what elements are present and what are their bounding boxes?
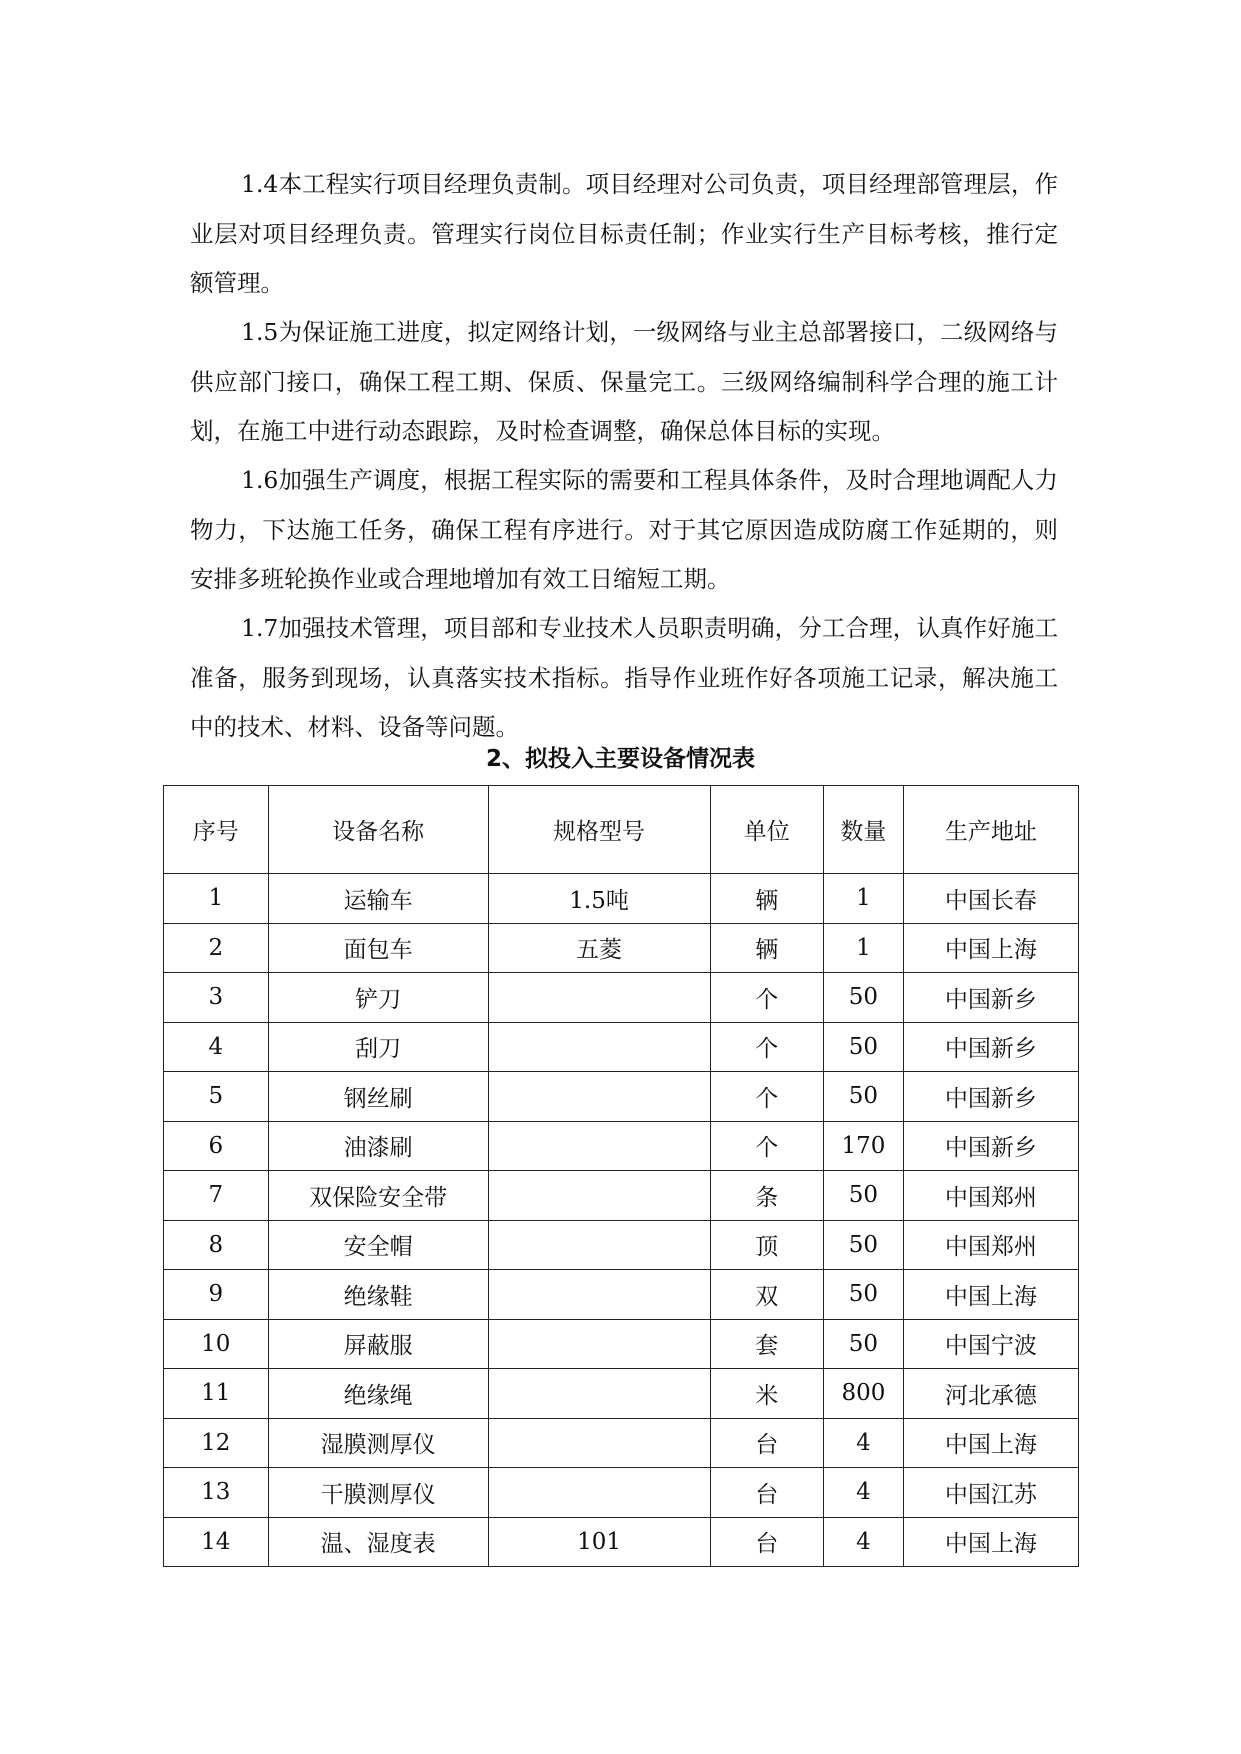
cell-index: 4 [164, 1022, 269, 1072]
table-header-row [164, 786, 1079, 874]
table-row [164, 1270, 1079, 1320]
cell-spec-model [488, 1022, 710, 1072]
cell-origin: 中国宁波 [903, 1319, 1078, 1369]
header-index: 序号 [164, 786, 269, 874]
cell-spec-model: 五菱 [488, 923, 710, 973]
cell-equipment-name: 干膜测厚仪 [268, 1468, 488, 1518]
cell-equipment-name: 温、湿度表 [268, 1517, 488, 1567]
cell-quantity: 800 [824, 1369, 904, 1419]
cell-equipment-name: 运输车 [268, 874, 488, 924]
cell-equipment-name: 安全帽 [268, 1220, 488, 1270]
cell-spec-model [488, 1171, 710, 1221]
cell-origin: 中国上海 [903, 1418, 1078, 1468]
cell-quantity: 50 [824, 1319, 904, 1369]
table-row [164, 1319, 1079, 1369]
cell-spec-model [488, 973, 710, 1023]
table-row [164, 1022, 1079, 1072]
cell-quantity: 50 [824, 973, 904, 1023]
cell-origin: 中国长春 [903, 874, 1078, 924]
cell-origin: 中国江苏 [903, 1468, 1078, 1518]
paragraph-text: 1.6加强生产调度，根据工程实际的需要和工程具体条件，及时合理地调配人力物力，下达施工任务，确保工程有序进行。对于其它原因造成防腐工作延期的，则安排多班轮换作业或合理地增加有效工日缩短工期。 [190, 466, 1058, 593]
cell-quantity: 50 [824, 1022, 904, 1072]
cell-unit: 套 [710, 1319, 823, 1369]
cell-unit: 辆 [710, 923, 823, 973]
cell-index: 12 [164, 1418, 269, 1468]
cell-spec-model [488, 1418, 710, 1468]
cell-unit: 米 [710, 1369, 823, 1419]
table-row [164, 1121, 1079, 1171]
paragraph-1-6 [190, 456, 1058, 605]
equipment-table [163, 785, 1079, 1567]
cell-equipment-name: 湿膜测厚仪 [268, 1418, 488, 1468]
cell-quantity: 50 [824, 1270, 904, 1320]
table-row [164, 1517, 1079, 1567]
cell-unit: 条 [710, 1171, 823, 1221]
table-title: 2、拟投入主要设备情况表 [485, 746, 755, 772]
cell-equipment-name: 刮刀 [268, 1022, 488, 1072]
cell-origin: 中国郑州 [903, 1220, 1078, 1270]
cell-quantity: 50 [824, 1220, 904, 1270]
header-spec-model: 规格型号 [488, 786, 710, 874]
cell-equipment-name: 面包车 [268, 923, 488, 973]
table-row [164, 1418, 1079, 1468]
table-row [164, 874, 1079, 924]
cell-quantity: 4 [824, 1468, 904, 1518]
cell-spec-model [488, 1072, 710, 1122]
cell-equipment-name: 钢丝刷 [268, 1072, 488, 1122]
cell-origin: 中国新乡 [903, 973, 1078, 1023]
cell-equipment-name: 油漆刷 [268, 1121, 488, 1171]
cell-quantity: 170 [824, 1121, 904, 1171]
cell-quantity: 1 [824, 874, 904, 924]
cell-index: 10 [164, 1319, 269, 1369]
table-row [164, 923, 1079, 973]
paragraph-1-5 [190, 308, 1058, 457]
cell-origin: 中国新乡 [903, 1072, 1078, 1122]
cell-origin: 河北承德 [903, 1369, 1078, 1419]
paragraph-text: 1.7加强技术管理，项目部和专业技术人员职责明确，分工合理，认真作好施工准备，服务到现场，认真落实技术指标。指导作业班作好各项施工记录，解决施工中的技术、材料、设备等问题。 [190, 614, 1058, 741]
cell-unit: 个 [710, 1022, 823, 1072]
cell-spec-model [488, 1270, 710, 1320]
table-row [164, 1072, 1079, 1122]
table-row [164, 1220, 1079, 1270]
cell-quantity: 4 [824, 1517, 904, 1567]
cell-index: 6 [164, 1121, 269, 1171]
cell-index: 3 [164, 973, 269, 1023]
cell-origin: 中国上海 [903, 923, 1078, 973]
cell-spec-model: 1.5吨 [488, 874, 710, 924]
cell-index: 8 [164, 1220, 269, 1270]
cell-spec-model [488, 1121, 710, 1171]
cell-origin: 中国新乡 [903, 1121, 1078, 1171]
cell-index: 13 [164, 1468, 269, 1518]
cell-spec-model [488, 1220, 710, 1270]
table-row [164, 1468, 1079, 1518]
cell-index: 14 [164, 1517, 269, 1567]
cell-unit: 个 [710, 1121, 823, 1171]
cell-index: 2 [164, 923, 269, 973]
cell-origin: 中国新乡 [903, 1022, 1078, 1072]
cell-unit: 台 [710, 1468, 823, 1518]
table-row [164, 973, 1079, 1023]
cell-quantity: 50 [824, 1072, 904, 1122]
paragraph-text: 1.5为保证施工进度，拟定网络计划，一级网络与业主总部署接口，二级网络与供应部门接口，确保工程工期、保质、保量完工。三级网络编制科学合理的施工计划，在施工中进行动态跟踪，及时检查调整，确保总体目标的实现。 [190, 318, 1058, 445]
cell-index: 1 [164, 874, 269, 924]
cell-spec-model [488, 1319, 710, 1369]
cell-index: 5 [164, 1072, 269, 1122]
header-equipment-name: 设备名称 [268, 786, 488, 874]
cell-quantity: 4 [824, 1418, 904, 1468]
table-row [164, 1171, 1079, 1221]
header-unit: 单位 [710, 786, 823, 874]
paragraph-1-4 [190, 160, 1058, 309]
cell-index: 11 [164, 1369, 269, 1419]
cell-unit: 个 [710, 973, 823, 1023]
cell-equipment-name: 绝缘绳 [268, 1369, 488, 1419]
cell-unit: 辆 [710, 874, 823, 924]
table-body [164, 874, 1079, 1567]
table-row [164, 1369, 1079, 1419]
header-quantity: 数量 [824, 786, 904, 874]
cell-equipment-name: 铲刀 [268, 973, 488, 1023]
cell-equipment-name: 双保险安全带 [268, 1171, 488, 1221]
paragraph-1-7 [190, 604, 1058, 753]
cell-unit: 双 [710, 1270, 823, 1320]
cell-spec-model [488, 1369, 710, 1419]
cell-spec-model [488, 1468, 710, 1518]
cell-origin: 中国上海 [903, 1517, 1078, 1567]
cell-unit: 台 [710, 1517, 823, 1567]
paragraph-text: 1.4本工程实行项目经理负责制。项目经理对公司负责，项目经理部管理层，作业层对项目经理负责。管理实行岗位目标责任制；作业实行生产目标考核，推行定额管理。 [190, 170, 1058, 297]
cell-index: 9 [164, 1270, 269, 1320]
cell-quantity: 1 [824, 923, 904, 973]
cell-index: 7 [164, 1171, 269, 1221]
cell-unit: 顶 [710, 1220, 823, 1270]
cell-quantity: 50 [824, 1171, 904, 1221]
cell-equipment-name: 绝缘鞋 [268, 1270, 488, 1320]
cell-unit: 台 [710, 1418, 823, 1468]
header-origin: 生产地址 [903, 786, 1078, 874]
cell-unit: 个 [710, 1072, 823, 1122]
cell-spec-model: 101 [488, 1517, 710, 1567]
cell-origin: 中国上海 [903, 1270, 1078, 1320]
cell-equipment-name: 屏蔽服 [268, 1319, 488, 1369]
cell-origin: 中国郑州 [903, 1171, 1078, 1221]
